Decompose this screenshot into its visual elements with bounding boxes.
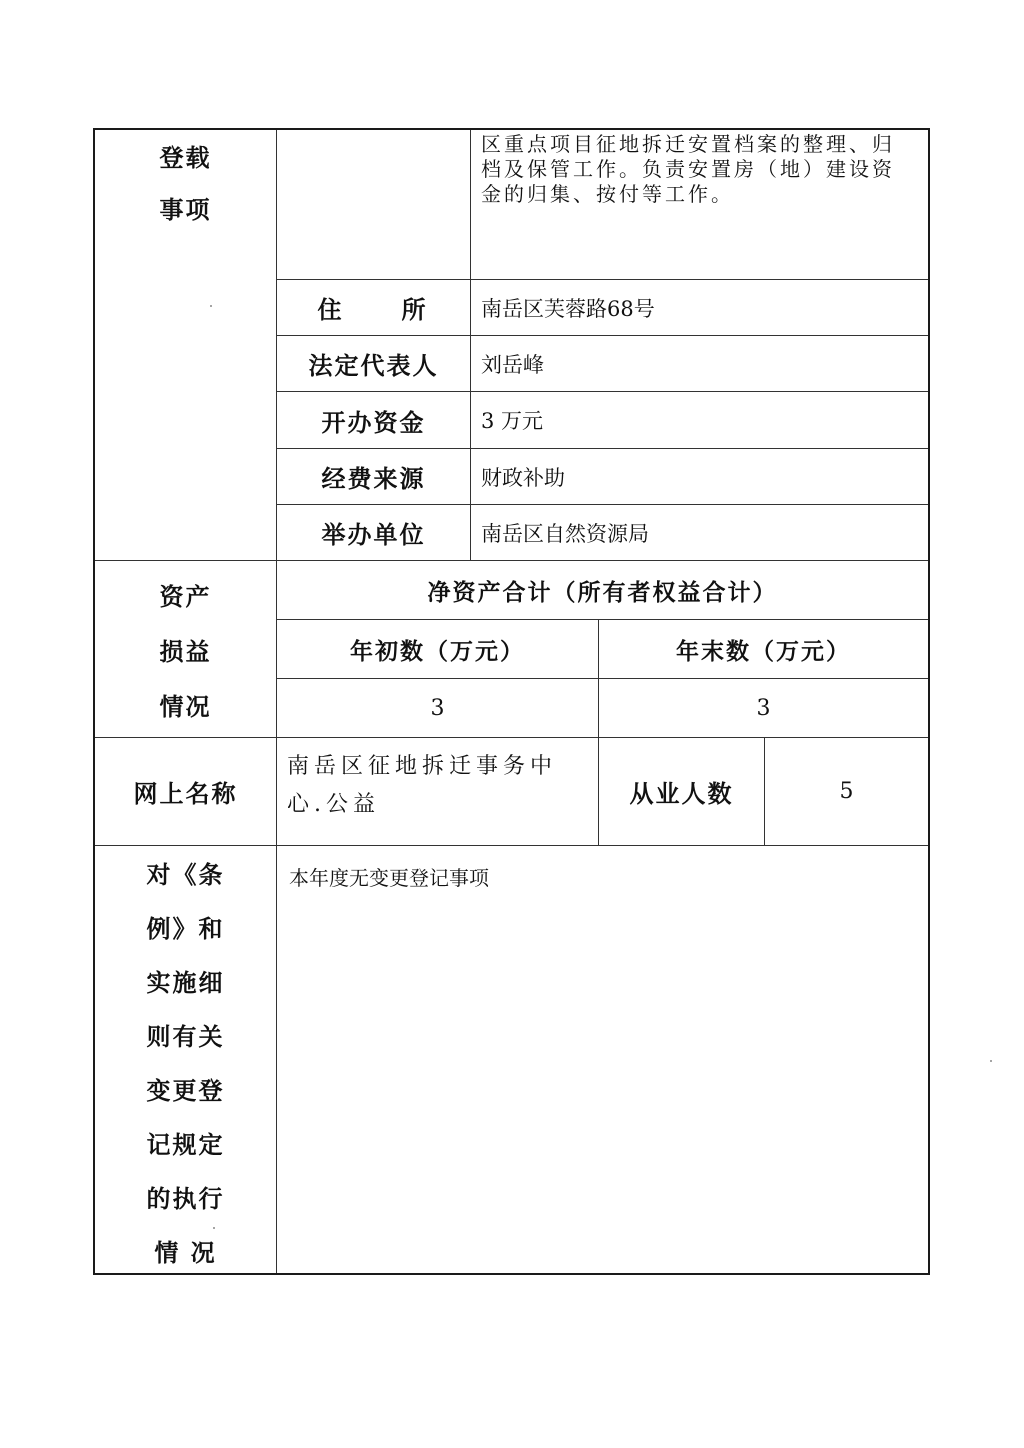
capital-label: 开办资金 [277, 392, 471, 449]
registration-table [93, 128, 930, 1275]
execution-label-line2: 例》和 [146, 914, 225, 943]
execution-label-line7: 的执行 [146, 1184, 225, 1213]
staff-count-label: 从业人数 [599, 738, 765, 846]
execution-label-line4: 则有关 [146, 1022, 225, 1051]
legal-rep-label: 法定代表人 [277, 336, 471, 392]
capital-value: 3 万元 [471, 392, 928, 449]
year-start-value: 3 [277, 679, 599, 738]
scope-text: 区重点项目征地拆迁安置档案的整理、归档及保管工作。负责安置房（地）建设资金的归集、按付等工作。 [471, 130, 928, 280]
funding-label: 经费来源 [277, 449, 471, 505]
year-end-header: 年末数（万元） [599, 620, 928, 679]
legal-rep-value: 刘岳峰 [471, 336, 928, 392]
address-label: 住 所 [277, 280, 471, 336]
net-assets-header: 净资产合计（所有者权益合计） [277, 561, 928, 620]
online-name-value: 南岳区征地拆迁事务中心.公益 [277, 738, 599, 846]
execution-text: 本年度无变更登记事项 [289, 866, 489, 890]
register-label-line1: 登载 [159, 143, 212, 172]
scan-speck [990, 1060, 992, 1062]
execution-label-line3: 实施细 [146, 968, 225, 997]
online-name-label: 网上名称 [95, 738, 277, 846]
execution-section-label [95, 846, 277, 1273]
execution-label-line6: 记规定 [146, 1130, 225, 1159]
scan-speck [210, 305, 212, 307]
execution-label-line1: 对《条 [146, 860, 225, 889]
assets-label-line1: 资产 [159, 582, 212, 611]
register-label-line2: 事项 [159, 195, 212, 224]
sponsor-value: 南岳区自然资源局 [471, 505, 928, 561]
register-section-label [95, 130, 277, 561]
scan-speck [213, 1227, 215, 1229]
year-end-value: 3 [599, 679, 928, 738]
execution-label-line5: 变更登 [146, 1076, 225, 1105]
execution-label-line8: 情 况 [154, 1238, 217, 1267]
staff-count-value: 5 [765, 738, 928, 846]
assets-section-label [95, 561, 277, 738]
assets-label-line2: 损益 [159, 637, 212, 666]
assets-label-line3: 情况 [159, 692, 212, 721]
year-start-header: 年初数（万元） [277, 620, 599, 679]
scope-label-blank [277, 130, 471, 280]
funding-value: 财政补助 [471, 449, 928, 505]
address-value: 南岳区芙蓉路68号 [471, 280, 928, 336]
sponsor-label: 举办单位 [277, 505, 471, 561]
